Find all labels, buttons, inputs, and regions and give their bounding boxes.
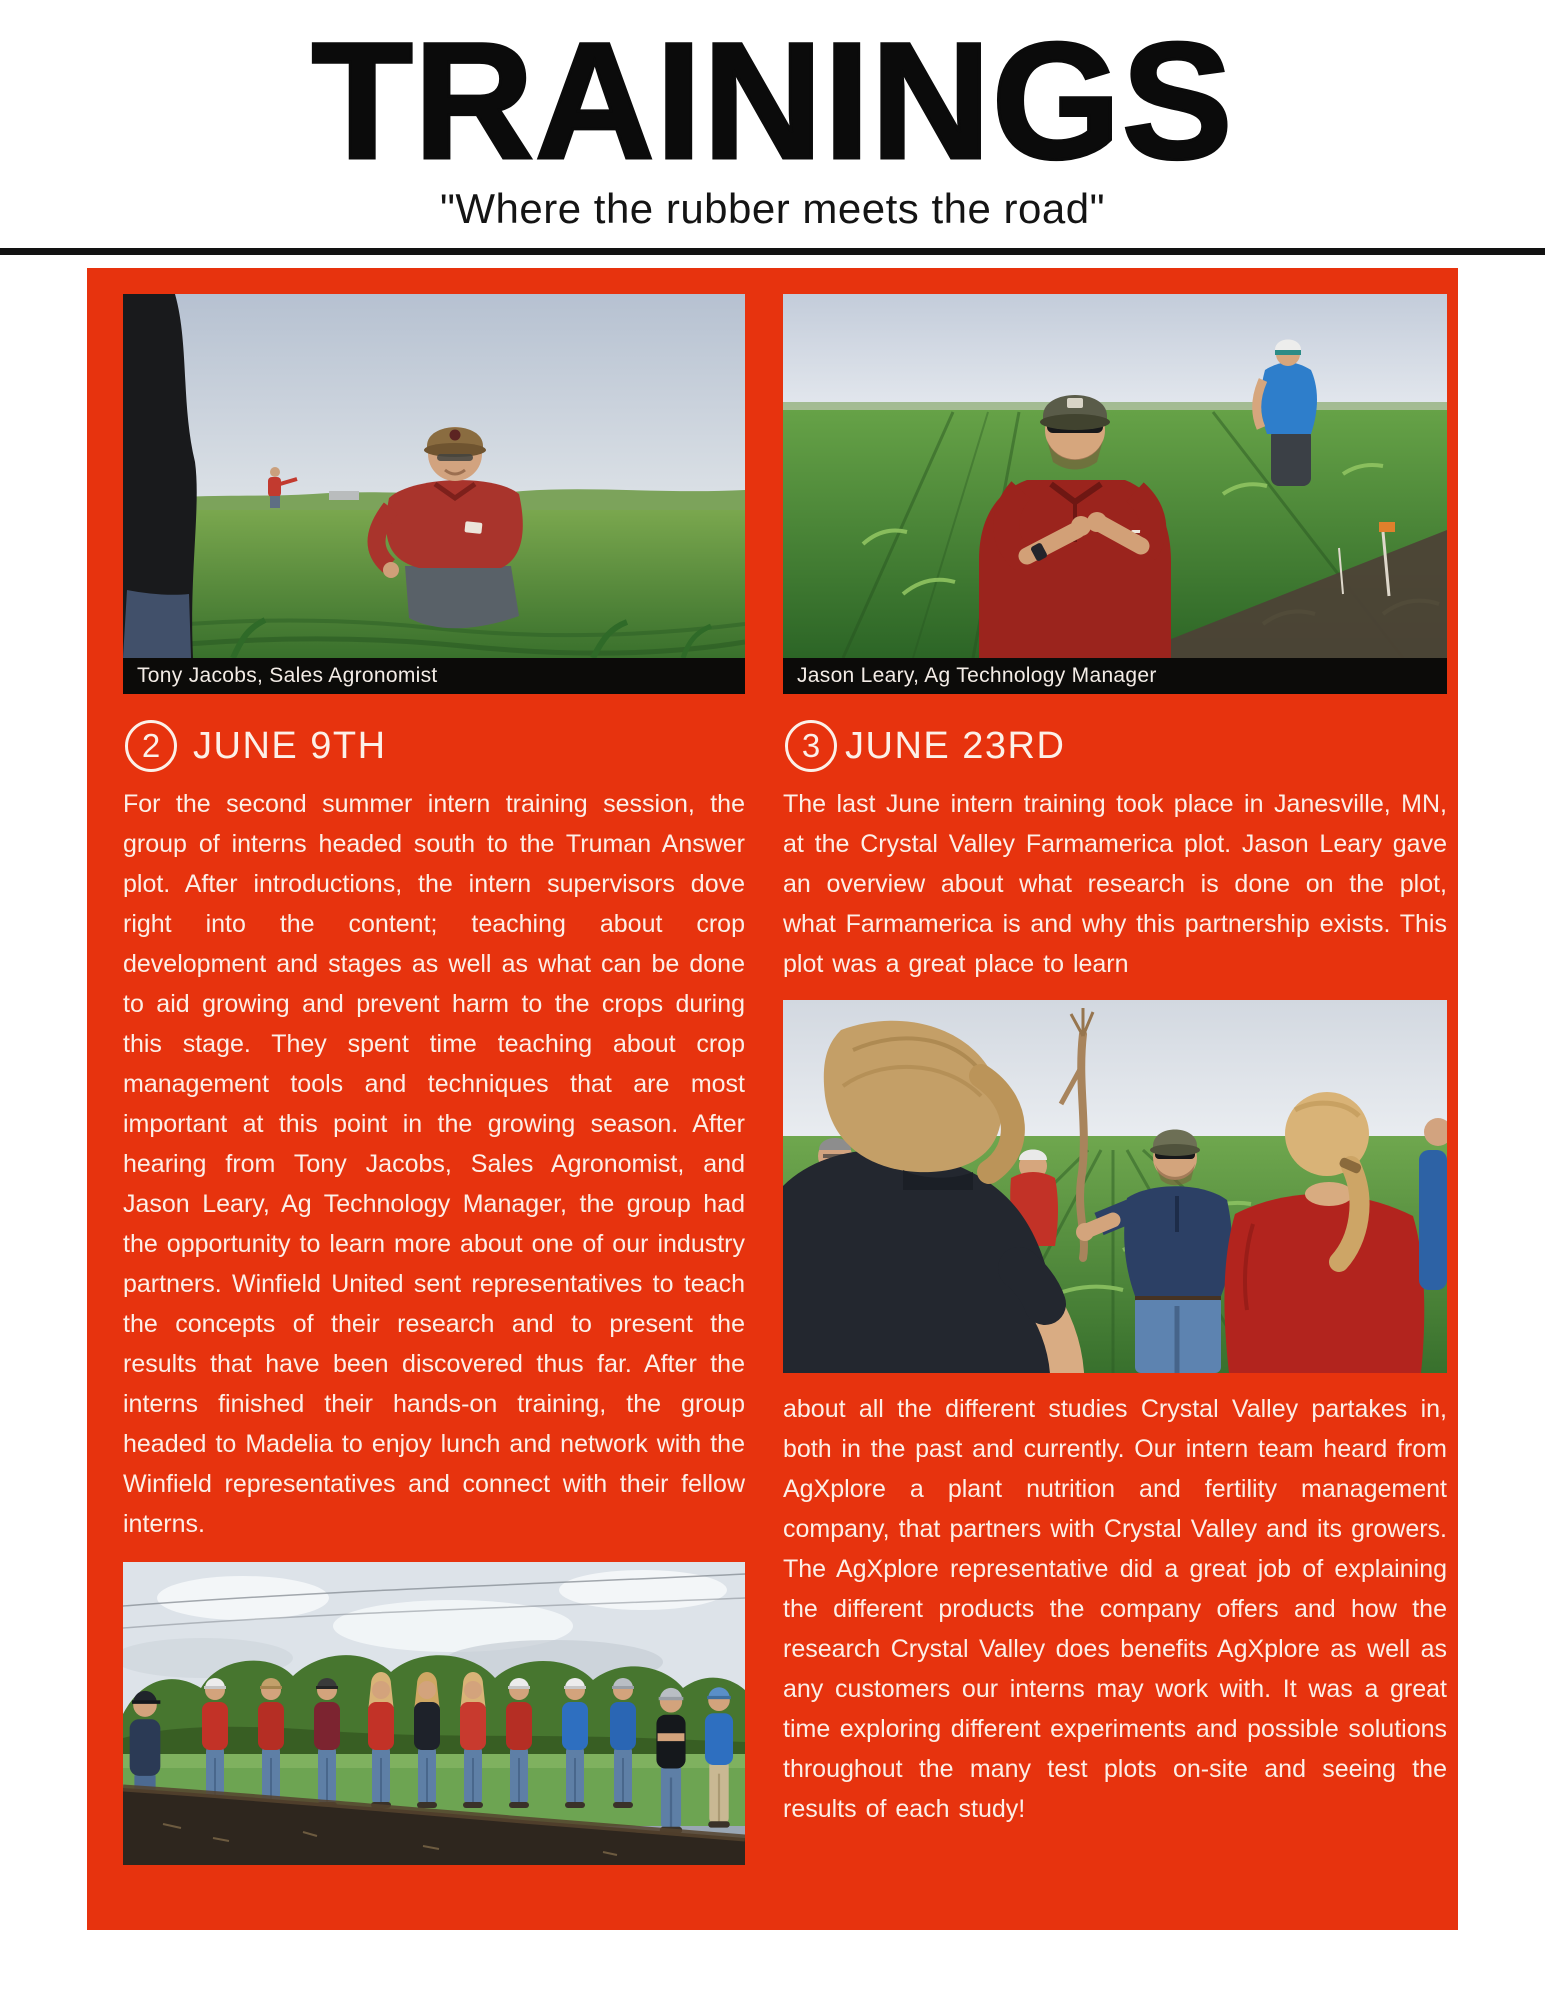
corn-field-scene-illustration	[783, 294, 1447, 658]
column-june-9	[123, 294, 745, 1916]
trainings-panel	[87, 268, 1458, 1930]
photo-jason-leary	[783, 294, 1447, 694]
photo-caption-bar	[123, 658, 745, 694]
page-title: TRAININGS	[311, 9, 1234, 194]
page-subtitle: "Where the rubber meets the road"	[440, 185, 1105, 233]
photo-farmamerica-group	[783, 1000, 1447, 1373]
paragraph-june-23-bottom: about all the different studies Crystal Valley partakes in, both in the past and currently. Our intern team heard from AgXplore a plant nutrition and fertility management company, that partners with Crystal Valley and its growers. The AgXplore representative did a great job of explaining the different products the company offers and how the research Crystal Valley does benefits AgXplore as well as any customers our interns may work with. It was a great time exploring different experiments and possible solutions throughout the many test plots on-site and seeing the results of each study!	[783, 1395, 1447, 1824]
photo-caption: Jason Leary, Ag Technology Manager	[797, 664, 1157, 688]
heading-june-9	[125, 720, 745, 772]
photo-intern-group	[123, 1562, 745, 1865]
photo-tony-jacobs	[123, 294, 745, 694]
photo-caption-bar	[783, 658, 1447, 694]
date-heading-june-9: JUNE 9TH	[193, 724, 387, 767]
badge-number-3: 3	[785, 720, 837, 772]
column-june-23	[783, 294, 1447, 1916]
divider-rule	[0, 248, 1545, 255]
badge-number-2: 2	[125, 720, 177, 772]
group-scene-illustration	[123, 1562, 745, 1865]
paragraph-june-23-top: The last June intern training took place in Janesville, MN, at the Crystal Valley Farmamerica plot. Jason Leary gave an overview about what research is done on the plot, what Farmamerica is and why this partnership exists. This plot was a great place to learn	[783, 790, 1447, 979]
paragraph-june-9: For the second summer intern training session, the group of interns headed south to the Truman Answer plot. After introductions, the intern supervisors dove right into the content; teaching about crop development and stages as well as what can be done to aid growing and prevent harm to the crops during this stage. They spent time teaching about crop management tools and techniques that are most important at this point in the growing season. After hearing from Tony Jacobs, Sales Agronomist, and Jason Leary, Ag Technology Manager, the group had the opportunity to learn more about one of our industry partners. Winfield United sent representatives to teach the concepts of their research and to present the results that have been discovered thus far. After the interns finished their hands-on training, the group headed to Madelia to enjoy lunch and network with the Winfield representatives and connect with their fellow interns.	[123, 790, 745, 1539]
date-heading-june-23: JUNE 23RD	[845, 724, 1066, 767]
field-scene-illustration	[123, 294, 745, 658]
photo-caption: Tony Jacobs, Sales Agronomist	[137, 664, 438, 688]
heading-june-23	[785, 720, 1447, 772]
page-header	[0, 0, 1545, 233]
plot-tour-scene-illustration	[783, 1000, 1447, 1373]
